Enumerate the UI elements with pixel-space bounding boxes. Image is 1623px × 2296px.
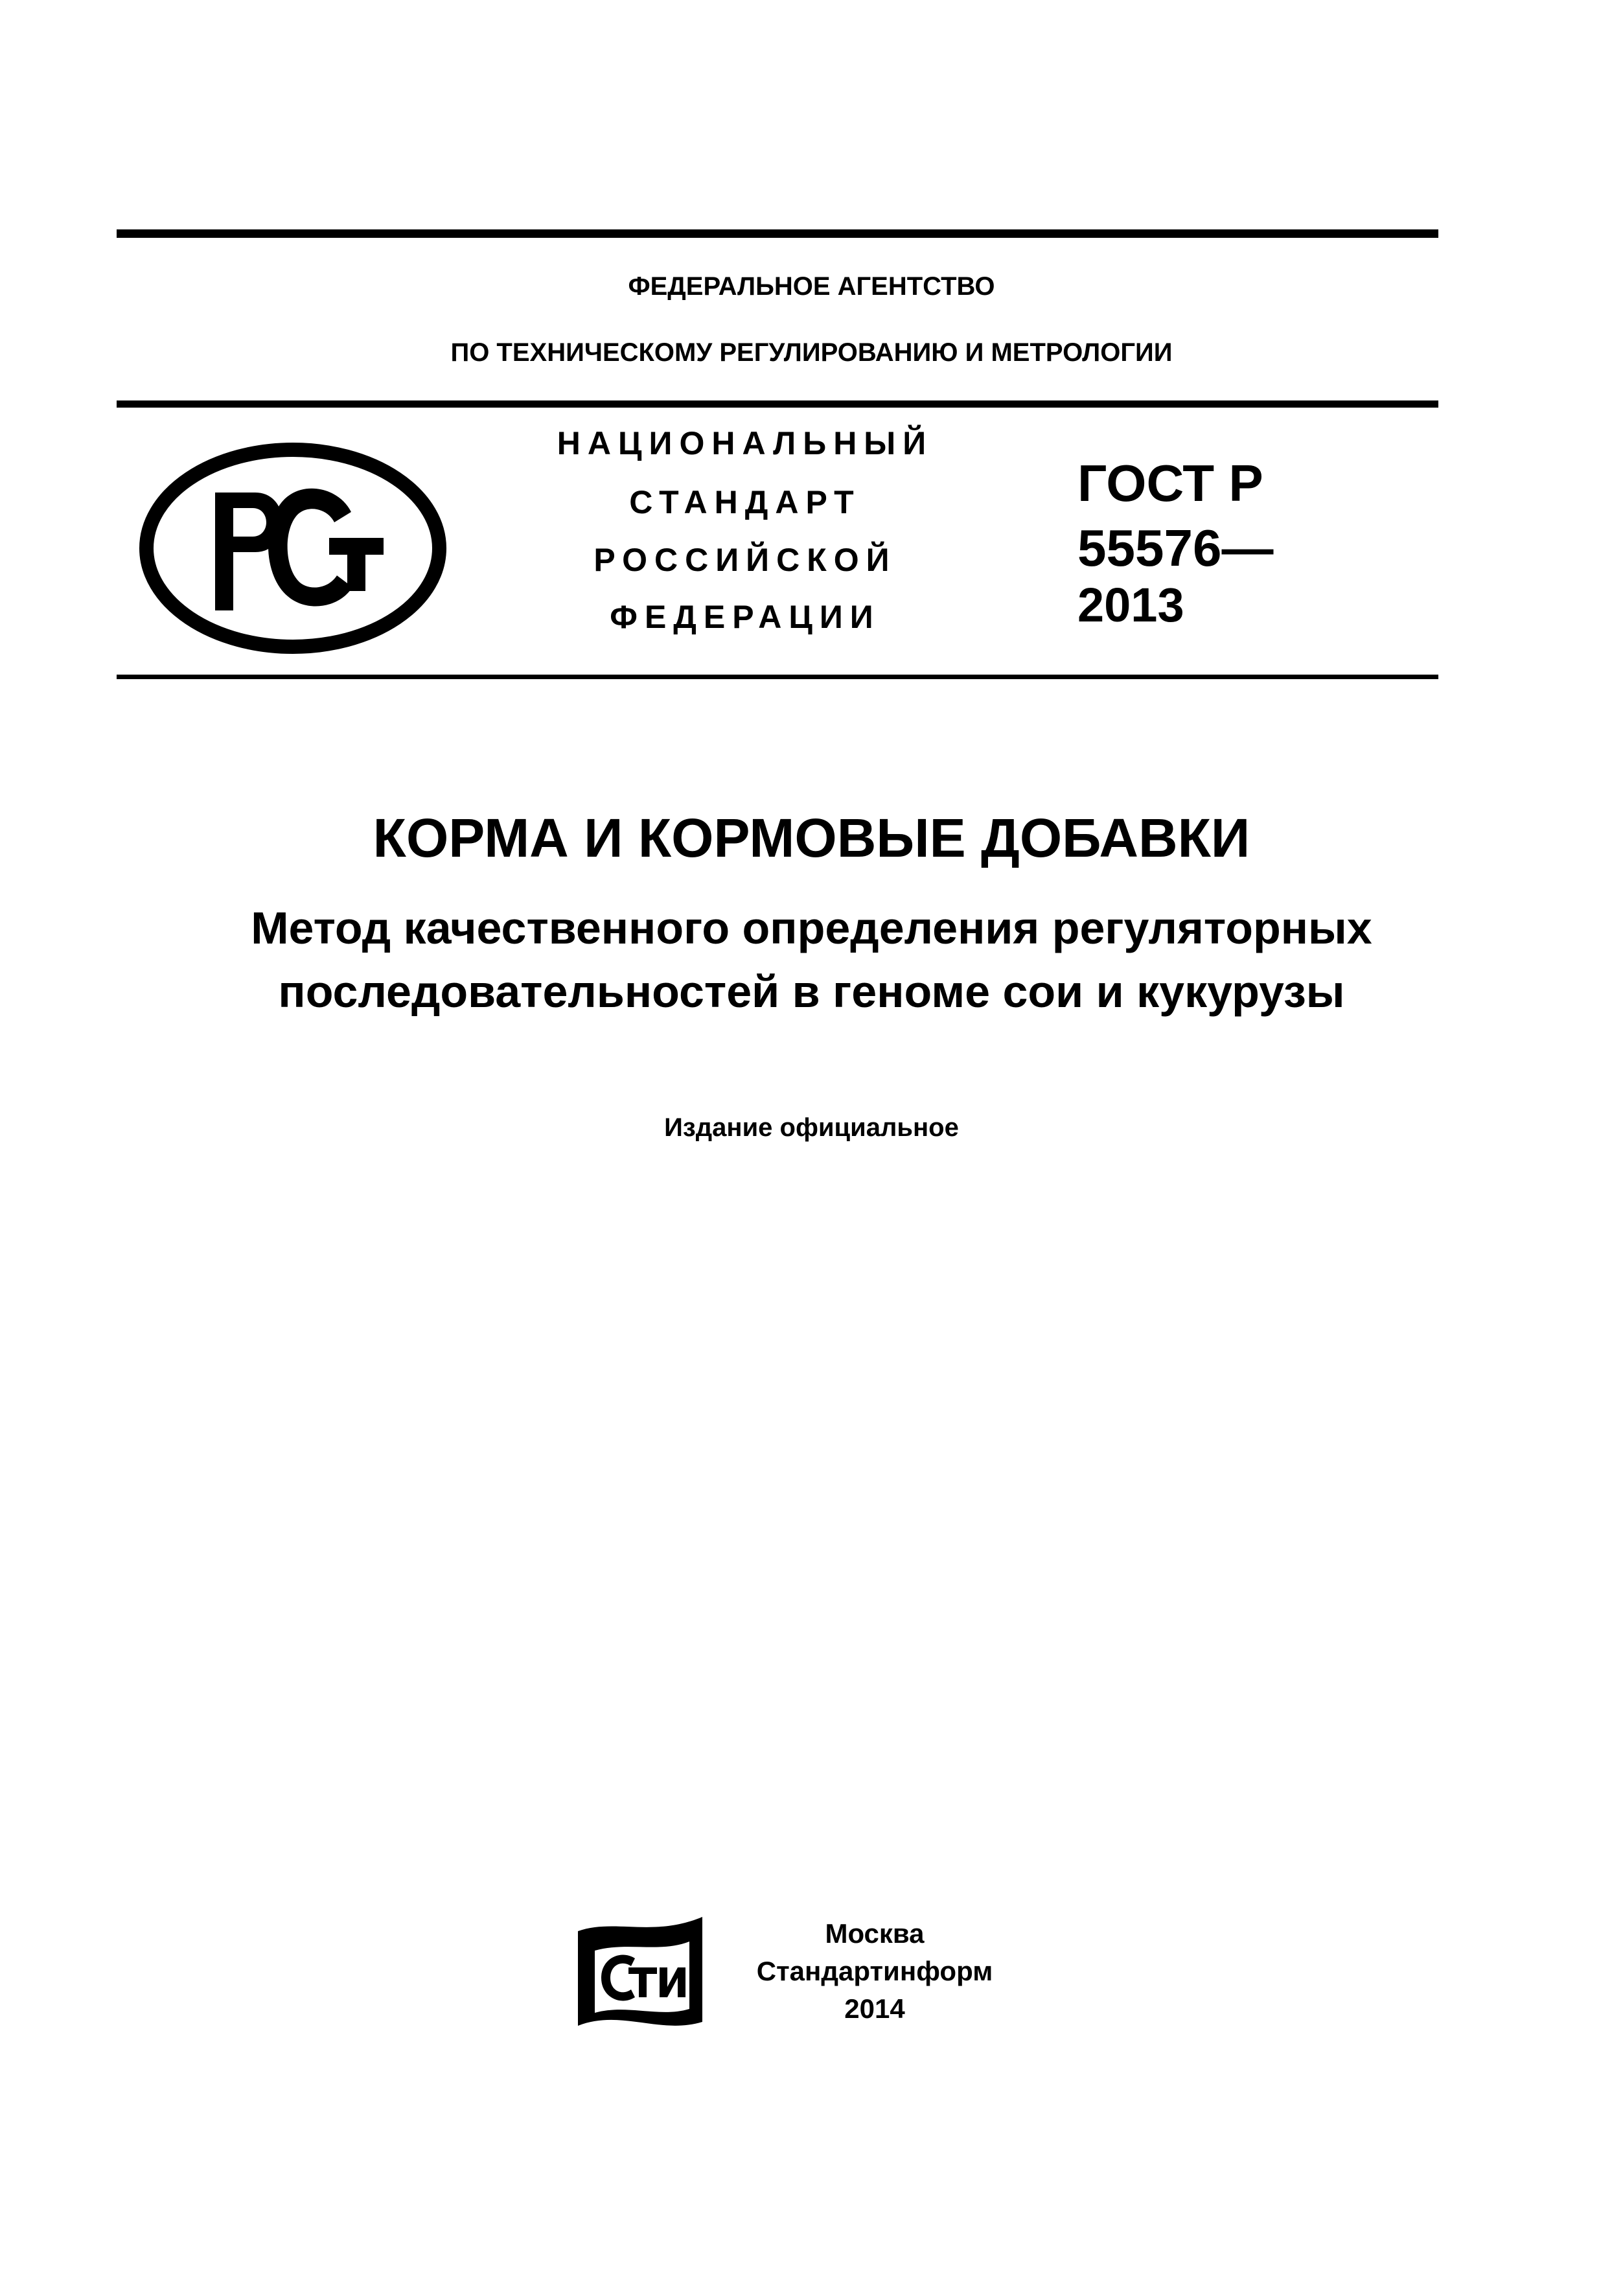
agency-line-2: ПО ТЕХНИЧЕСКОМУ РЕГУЛИРОВАНИЮ И МЕТРОЛОГИИ	[450, 338, 1173, 367]
bottom-rule	[117, 675, 1438, 679]
document-subtitle-line-2: последовательностей в геноме сои и кукурузы	[278, 966, 1345, 1017]
publisher-year: 2014	[844, 1993, 905, 2024]
rst-logo-icon	[137, 441, 448, 656]
middle-rule	[117, 400, 1438, 408]
standard-type-line-4: ФЕДЕРАЦИИ	[610, 599, 881, 635]
standard-type-line-2: СТАНДАРТ	[629, 484, 861, 520]
top-rule	[117, 229, 1438, 238]
designation-line-2: 55576—	[1077, 519, 1274, 577]
designation-line-3: 2013	[1077, 578, 1184, 632]
standard-type-line-1: НАЦИОНАЛЬНЫЙ	[557, 425, 934, 461]
standard-type-line-3: РОССИЙСКОЙ	[593, 542, 897, 578]
document-subtitle-line-1: Метод качественного определения регуляторных	[251, 903, 1372, 953]
agency-line-1: ФЕДЕРАЛЬНОЕ АГЕНТСТВО	[628, 272, 995, 301]
designation-line-1: ГОСТ Р	[1077, 454, 1263, 512]
publisher-name: Стандартинформ	[756, 1956, 993, 1986]
document-title: КОРМА И КОРМОВЫЕ ДОБАВКИ	[373, 807, 1250, 868]
publisher-logo-icon	[575, 1912, 705, 2035]
publisher-city: Москва	[825, 1918, 925, 1949]
edition-note: Издание официальное	[664, 1113, 959, 1142]
